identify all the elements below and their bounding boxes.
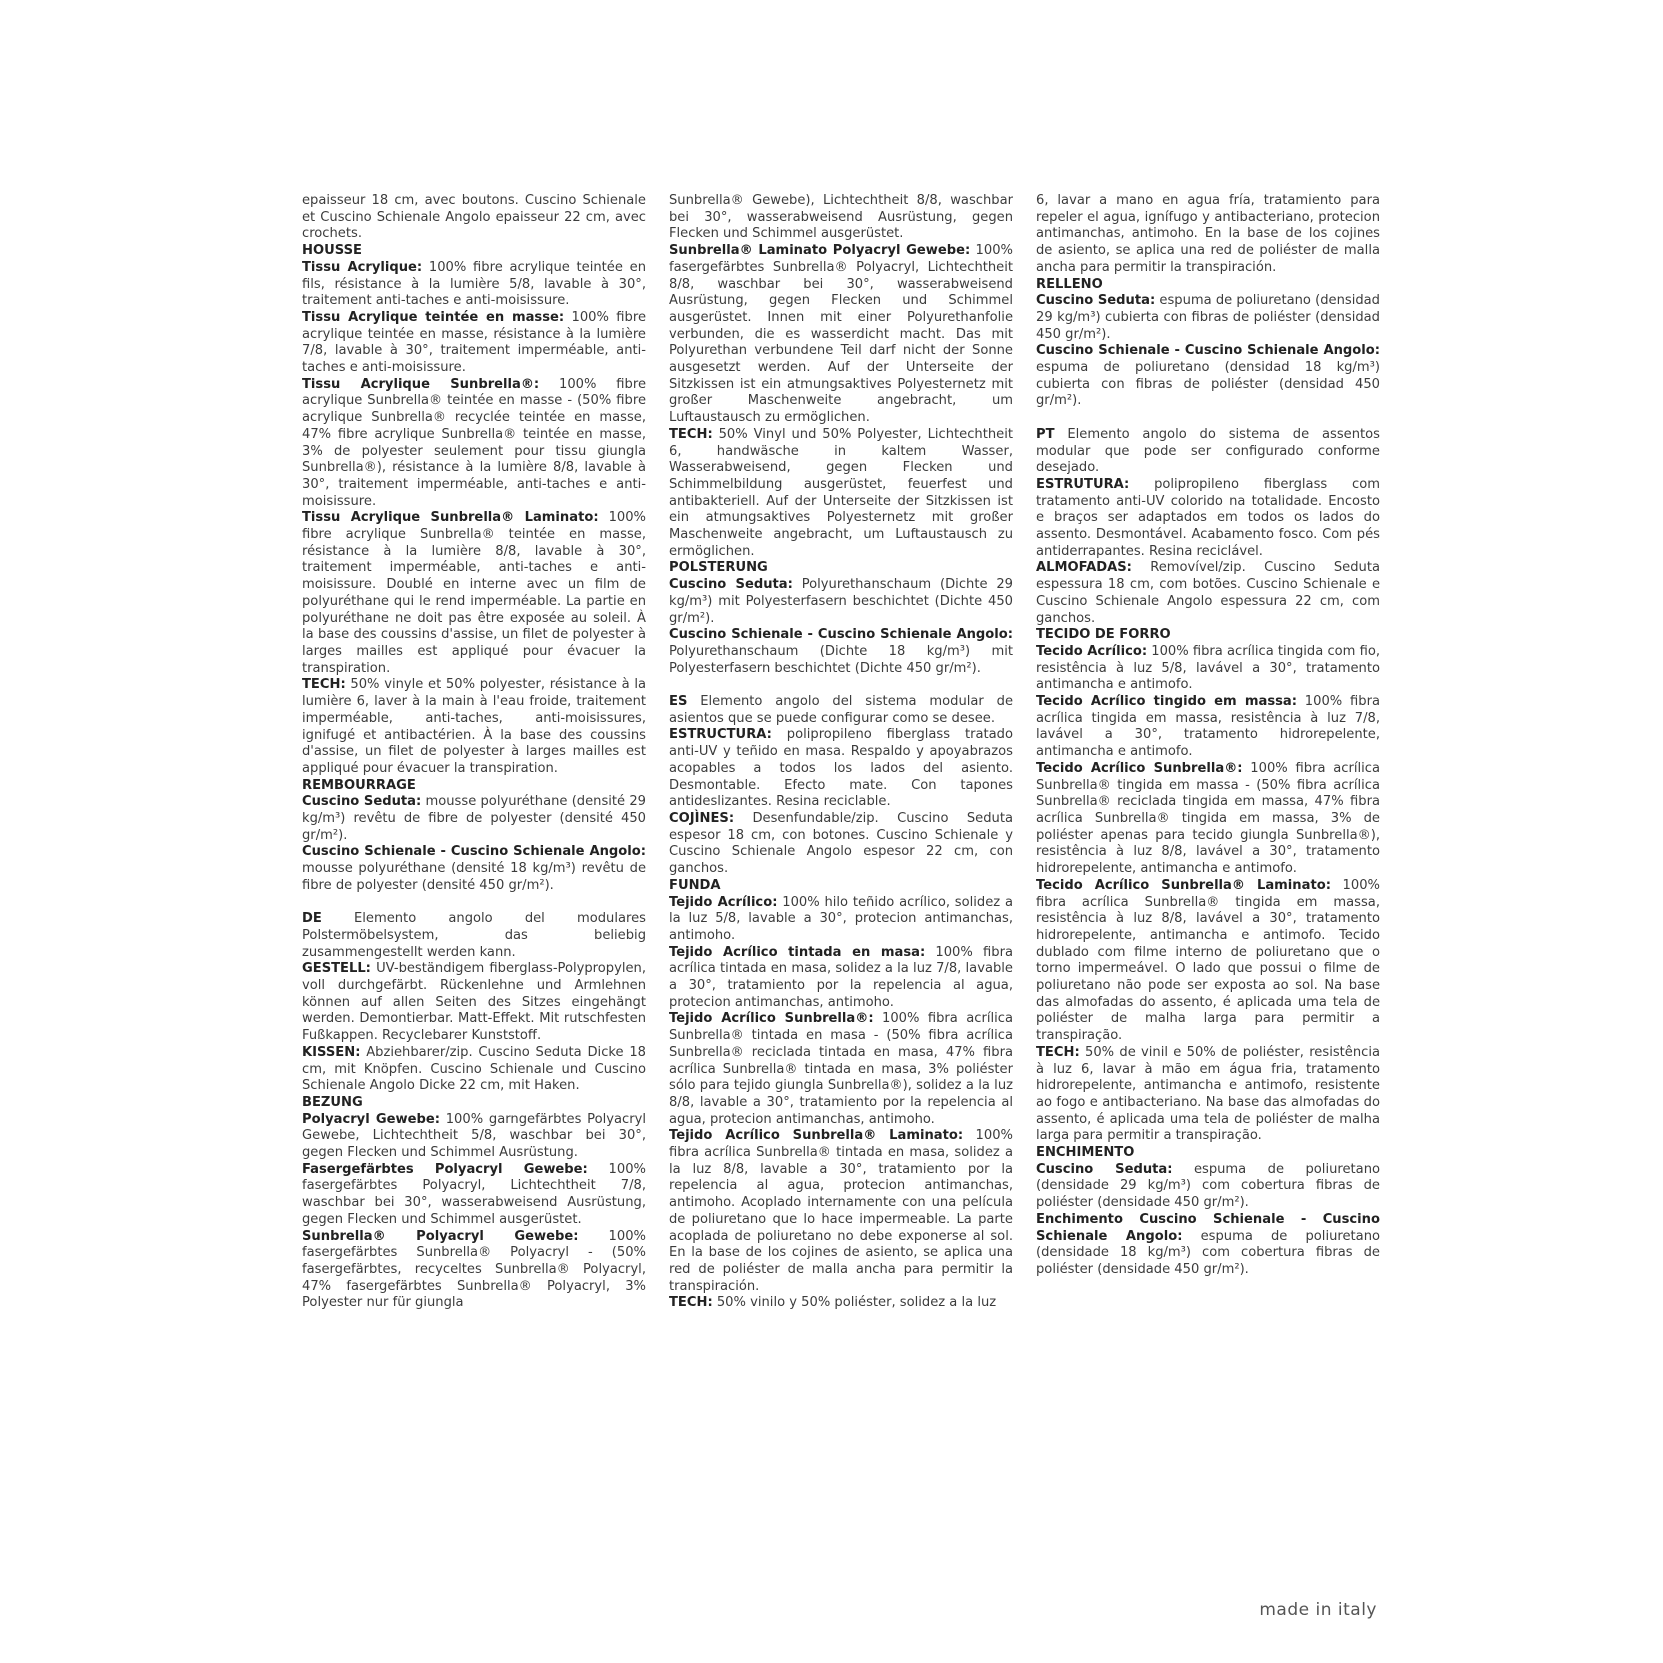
paragraph-text: 100% fibra acrílica tintada en masa, solidez a la luz 7/8, lavable a 30°, tratamiento por la repelencia al agua, protecion antimanchas, antimoho. [669, 944, 1013, 1010]
paragraph [669, 1011, 1013, 1128]
paragraph-label: Cuscino Seduta: [669, 577, 793, 593]
paragraph-text: Elemento angolo do sistema de assentos modular que pode ser configurado conforme desejado. [1036, 426, 1380, 476]
paragraph [669, 727, 1013, 811]
paragraph [302, 1112, 646, 1162]
paragraph-text: Polyurethanschaum (Dichte 18 kg/m³) mit Polyesterfasern beschichtet (Dichte 450 gr/m²). [669, 643, 1013, 676]
paragraph [1036, 560, 1380, 627]
paragraph [302, 377, 646, 511]
paragraph-text: 100% fibre acrylique Sunbrella® teintée en masse - (50% fibre acrylique Sunbrella® recyclée teintée en masse, 47% fibre acrylique Sunbrella® teintée en masse, 3% de polyester seulement pour tissu giungla Sunbrella®), résistance à la lumière 8/8, lavable à 30°, traitement imperméable, anti-taches e anti-moisissure. [302, 376, 646, 509]
section-heading: POLSTERUNG [669, 560, 768, 576]
paragraph-label: Tecido Acrílico Sunbrella®: [1036, 760, 1243, 776]
paragraph-label: Enchimento Cuscino Schienale - Cuscino Schienale Angolo: [1036, 1211, 1380, 1244]
paragraph [669, 193, 1013, 243]
paragraph [302, 1045, 646, 1095]
paragraph-text: 100% fibre acrylique teintée en fils, résistance à la lumière 5/8, lavable à 30°, traitement anti-taches e anti-moisissure. [302, 259, 646, 309]
paragraph-text: 50% de vinil e 50% de poliéster, resistência à luz 6, lavar à mão em água fria, tratamento hidrorepelente, antimancha e antimofo, resistente ao fogo e antibacteriano. Na base das almofadas do assento, é aplicada uma tela de poliéster de malha larga para permitir a transpiração. [1036, 1044, 1380, 1144]
paragraph-spacer [669, 677, 1013, 694]
paragraph-text: mousse polyuréthane (densité 18 kg/m³) revêtu de fibre de polyester (densité 450 gr/m²). [302, 861, 646, 893]
text-column-1 [302, 193, 646, 1312]
text-column-3 [1036, 193, 1380, 1279]
paragraph-text: 50% vinilo y 50% poliéster, solidez a la luz [712, 1295, 997, 1311]
paragraph-text: 100% fibra acrílica Sunbrella® tintada en masa - (50% fibra acrílica Sunbrella® reciclada tintada en masa, 47% fibra acrílica Sunbrella® tintada en masa, 3% poliéster sólo para tejido giungla Sunbrella®), solidez a la luz 8/8, lavable a 30°, tratamiento por la repelencia al agua, protecion antimanchas, antimoho. [669, 1011, 1013, 1127]
paragraph-text: Abziehbarer/zip. Cuscino Seduta Dicke 18 cm, mit Knöpfen. Cuscino Schienale und Cuscino Schienale Angolo Dicke 22 cm, mit Haken. [302, 1044, 646, 1094]
paragraph-label: GESTELL: [302, 961, 371, 977]
paragraph [302, 677, 646, 777]
paragraph [1036, 761, 1380, 878]
paragraph-label: PT [1036, 426, 1055, 442]
paragraph-label: TECH: [1036, 1044, 1080, 1060]
paragraph-label: Tissu Acrylique teintée en masse: [302, 309, 565, 325]
paragraph [669, 895, 1013, 945]
paragraph [1036, 343, 1380, 410]
paragraph [669, 1128, 1013, 1295]
section-heading: ENCHIMENTO [1036, 1145, 1135, 1161]
paragraph [669, 577, 1013, 627]
paragraph-label: Tejido Acrílico Sunbrella® Laminato: [669, 1128, 964, 1144]
section-heading: REMBOURRAGE [302, 777, 416, 793]
text-column-2 [669, 193, 1013, 1312]
paragraph [669, 811, 1013, 878]
paragraph [1036, 193, 1380, 277]
paragraph-label: Tejido Acrílico: [669, 894, 778, 910]
paragraph-text: polipropileno fiberglass com tratamento anti-UV colorido na totalidade. Encosto e braços ser adaptados em todos os lados do assento. Desmontável. Acabamento fosco. Com pés antiderrapantes. Resina reciclável. [1036, 476, 1380, 559]
paragraph-text: espuma de poliuretano (densidade 29 kg/m³) com cobertura fibras de poliéster (densidade 450 gr/m²). [1036, 1161, 1380, 1211]
paragraph-label: DE [302, 911, 322, 927]
paragraph [302, 961, 646, 1045]
paragraph-label: COJÌNES: [669, 811, 735, 826]
paragraph-label: Tejido Acrílico Sunbrella®: [669, 1011, 874, 1027]
section-heading: BEZUNG [302, 1094, 363, 1110]
paragraph-spacer [1036, 410, 1380, 427]
paragraph-label: Tecido Acrílico Sunbrella® Laminato: [1036, 877, 1331, 893]
paragraph-label: Cuscino Seduta: [302, 794, 422, 810]
paragraph-text: 100% fibra acrílica Sunbrella® tintada en masa, solidez a la luz 8/8, lavable a 30°, tratamiento por la repelencia al agua, protecion antimanchas, antimoho. Acoplado internamente con una película de poliuretano que lo hace impermeable. La parte acoplada de poliuretano no debe exponerse al sol. En la base de los cojines de asiento, se aplica una red de poliéster de malla ancha para permitir la transpiración. [669, 1128, 1013, 1294]
paragraph-label: ALMOFADAS: [1036, 560, 1132, 576]
paragraph-label: TECH: [302, 677, 346, 693]
paragraph-text: Desenfundable/zip. Cuscino Seduta espesor 18 cm, con botones. Cuscino Schienale y Cuscino Schienale Angolo espesor 22 cm, con ganchos. [669, 811, 1013, 877]
paragraph [302, 260, 646, 310]
paragraph-label: KISSEN: [302, 1044, 361, 1060]
paragraph-text: mousse polyuréthane (densité 29 kg/m³) revêtu de fibre de polyester (densité 450 gr/m²). [302, 794, 647, 843]
paragraph-label: Fasergefärbtes Polyacryl Gewebe: [302, 1161, 588, 1177]
section-heading: RELLENO [1036, 276, 1103, 292]
paragraph [669, 945, 1013, 1012]
paragraph-text: 100% garngefärbtes Polyacryl Gewebe, Lichtechtheit 5/8, waschbar bei 30°, gegen Flecken und Schimmel Ausrüstung. [302, 1111, 646, 1161]
paragraph-label: Cuscino Seduta: [1036, 293, 1156, 309]
paragraph [302, 193, 646, 243]
paragraph-label: Cuscino Schienale - Cuscino Schienale Angolo: [1036, 343, 1380, 359]
paragraph [302, 844, 646, 894]
paragraph [669, 627, 1013, 677]
paragraph-text: UV-beständigem fiberglass-Polypropylen, voll durchgefärbt. Rückenlehne und Armlehnen können auf allen Seiten des Sitzes eingehängt werden. Demontierbar. Matt-Effekt. Mit rutschfesten Fußkappen. Recyclebarer Kunststoff. [302, 961, 646, 1044]
paragraph-text: Elemento angolo del modulares Polstermöbelsystem, das beliebig zusammengestellt werden kann. [302, 911, 646, 960]
paragraph-text: 100% fibra acrílica tingida com fio, resistência à luz 5/8, lavável a 30°, tratamento antimancha e antimofo. [1036, 643, 1381, 693]
paragraph-label: TECH: [669, 1295, 713, 1311]
paragraph [302, 911, 646, 961]
paragraph-text: Removível/zip. Cuscino Seduta espessura 18 cm, com botões. Cuscino Schienale e Cuscino Schienale Angolo espessura 22 cm, com ganchos. [1036, 560, 1380, 626]
paragraph [1036, 694, 1380, 761]
paragraph-label: Tissu Acrylique Sunbrella® Laminato: [302, 510, 599, 526]
paragraph-text: polipropileno fiberglass tratado anti-UV y teñido en masa. Respaldo y apoyabrazos acopables a todos los lados del asiento. Desmontable. Efecto mate. Con tapones antideslizantes. Resina reciclable. [669, 727, 1013, 810]
paragraph-text: 100% fibra acrílica Sunbrella® tingida em massa - (50% fibra acrílica Sunbrella® reciclada tingida em massa, 47% fibra acrílica Sunbrella® tingida em massa, 3% de poliéster apenas para tecido giungla Sunbrella®), resistência à luz 8/8, lavável a 30°, tratamento hidrorepelente, antimancha e antimofo. [1036, 760, 1380, 877]
footer-made-in-italy: made in italy [1259, 1600, 1377, 1620]
paragraph-text: 50% vinyle et 50% polyester, résistance à la lumière 6, laver à la main à l'eau froide, traitement imperméable, anti-taches, anti-moisissures, ignifugé et antibactérien. À la base des coussins d'assise, un filet de polyester à larges mailles est appliqué pour évacuer la transpiration. [302, 677, 646, 776]
paragraph-label: Tejido Acrílico tintada en masa: [669, 944, 926, 960]
paragraph-label: Tecido Acrílico tingido em massa: [1036, 694, 1297, 710]
paragraph-label: TECH: [669, 426, 713, 442]
paragraph-spacer [302, 895, 646, 912]
paragraph-text: 100% hilo teñido acrílico, solidez a la luz 5/8, lavable a 30°, protecion antimanchas, antimoho. [669, 894, 1013, 943]
paragraph [1036, 1045, 1380, 1145]
paragraph-label: Cuscino Seduta: [1036, 1161, 1173, 1177]
paragraph-text: 100% fasergefärbtes Sunbrella® Polyacryl - (50% fasergefärbtes, recyceltes Sunbrella® Polyacryl, 47% fasergefärbtes Sunbrella® Polyacryl, 3% Polyester nur für giungla [302, 1228, 646, 1311]
paragraph-label: Tecido Acrílico: [1036, 643, 1148, 659]
paragraph [1036, 644, 1380, 694]
paragraph [1036, 1212, 1380, 1279]
paragraph-label: ES [669, 694, 688, 710]
paragraph-label: ESTRUCTURA: [669, 727, 772, 743]
paragraph [302, 310, 646, 377]
paragraph-text: espuma de poliuretano (densidade 18 kg/m³) com cobertura fibras de poliéster (densidade 450 gr/m²). [1036, 1228, 1381, 1277]
paragraph [1036, 427, 1380, 477]
paragraph-label: Cuscino Schienale - Cuscino Schienale Angolo: [302, 844, 646, 860]
paragraph [302, 1162, 646, 1229]
paragraph [669, 1295, 1013, 1312]
paragraph-label: Tissu Acrylique Sunbrella®: [302, 376, 540, 392]
paragraph [1036, 1162, 1380, 1212]
paragraph-label: Tissu Acrylique: [302, 259, 423, 275]
paragraph [669, 243, 1013, 427]
paragraph-text: Polyurethanschaum (Dichte 29 kg/m³) mit Polyesterfasern beschichtet (Dichte 450 gr/m²). [669, 577, 1014, 626]
paragraph-text: 6, lavar a mano en agua fría, tratamiento para repeler el agua, ignífugo y antibacteriano, protecion antimanchas, antimoho. En la base de los cojines de asiento, se aplica una red de poliéster de malla ancha para permitir la transpiración. [1036, 193, 1380, 275]
paragraph-text: espuma de poliuretano (densidad 29 kg/m³) cubierta con fibras de poliéster (densidad 450 gr/m²). [1036, 293, 1380, 342]
paragraph [1036, 477, 1380, 561]
paragraph-text: 100% fibra acrílica tingida em massa, resistência à luz 7/8, lavável a 30°, tratamento hidrorepelente, antimancha e antimofo. [1036, 694, 1380, 760]
paragraph [1036, 878, 1380, 1045]
paragraph-text: epaisseur 18 cm, avec boutons. Cuscino Schienale et Cuscino Schienale Angolo epaisseur 22 cm, avec crochets. [302, 193, 646, 242]
paragraph [302, 510, 646, 677]
paragraph-text: 100% fasergefärbtes Polyacryl, Lichtechtheit 7/8, waschbar bei 30°, wasserabweisend Ausrüstung, gegen Flecken und Schimmel ausgerüstet. [302, 1161, 646, 1227]
paragraph-text: 50% Vinyl und 50% Polyester, Lichtechtheit 6, handwäsche in kaltem Wasser, Wasserabweisend, gegen Flecken und Schimmelbildung ausgerüstet, feuerfest und antibakteriell. Auf der Unterseite der Sitzkissen ist ein atmungsaktives Polyesternetz mit großer Maschenweite angebracht, um Luftaustausch zu ermöglichen. [669, 426, 1013, 559]
paragraph-text: 100% fasergefärbtes Sunbrella® Polyacryl, Lichtechtheit 8/8, waschbar bei 30°, wasserabweisend Ausrüstung, gegen Flecken und Schimmel ausgerüstet. Innen mit einer Polyurethanfolie verbunden, die es wasserdicht macht. Das mit Polyurethan verbundene Teil darf nicht der Sonne ausgesetzt werden. Auf der Unterseite der Sitzkissen ist ein atmungsaktives Polyesternetz mit großer Maschenweite angebracht, um Luftaustausch zu ermöglichen. [669, 243, 1013, 426]
paragraph-text: 100% fibra acrílica Sunbrella® tingida em massa, resistência à luz 8/8, lavável a 30°, tratamento hidrorepelente, antimancha e antimofo. Tecido dublado com filme interno de poliuretano que o torno impermeável. O lado que possui o filme de poliuretano não pode ser exposta ao sol. Na base das almofadas do assento, é aplicada uma tela de poliéster de malha larga para permitir a transpiração. [1036, 877, 1380, 1044]
paragraph-text: 100% fibre acrylique Sunbrella® teintée en masse, résistance à la lumière 8/8, lavable à 30°, traitement imperméable, anti-taches e anti-moisissure. Doublé en interne avec un film de polyuréthane qui le rend imperméable. La partie en polyuréthane ne doit pas être exposée au soleil. À la base des coussins d'assise, un filet de polyester à larges mailles est appliqué pour évacuer la transpiration. [302, 510, 646, 676]
paragraph [669, 427, 1013, 561]
section-heading: FUNDA [669, 877, 721, 893]
paragraph-label: Sunbrella® Polyacryl Gewebe: [302, 1228, 579, 1244]
paragraph-text: Elemento angolo del sistema modular de asientos que se puede configurar como se desee. [669, 694, 1013, 726]
paragraph-label: ESTRUTURA: [1036, 476, 1130, 492]
section-heading: HOUSSE [302, 243, 362, 259]
paragraph-text: Sunbrella® Gewebe), Lichtechtheit 8/8, waschbar bei 30°, wasserabweisend Ausrüstung, gegen Flecken und Schimmel ausgerüstet. [669, 193, 1013, 242]
paragraph [669, 694, 1013, 727]
paragraph-text: 100% fibre acrylique teintée en masse, résistance à la lumière 7/8, lavable à 30°, traitement imperméable, anti-taches e anti-moisissure. [302, 309, 646, 376]
paragraph-label: Cuscino Schienale - Cuscino Schienale Angolo: [669, 627, 1013, 643]
paragraph [302, 1229, 646, 1313]
paragraph-label: Polyacryl Gewebe: [302, 1111, 440, 1127]
paragraph-text: espuma de poliuretano (densidad 18 kg/m³) cubierta con fibras de poliéster (densidad 450 gr/m²). [1036, 360, 1380, 409]
paragraph-label: Sunbrella® Laminato Polyacryl Gewebe: [669, 243, 971, 259]
paragraph [302, 794, 646, 844]
section-heading: TECIDO DE FORRO [1036, 627, 1171, 643]
paragraph [1036, 293, 1380, 343]
